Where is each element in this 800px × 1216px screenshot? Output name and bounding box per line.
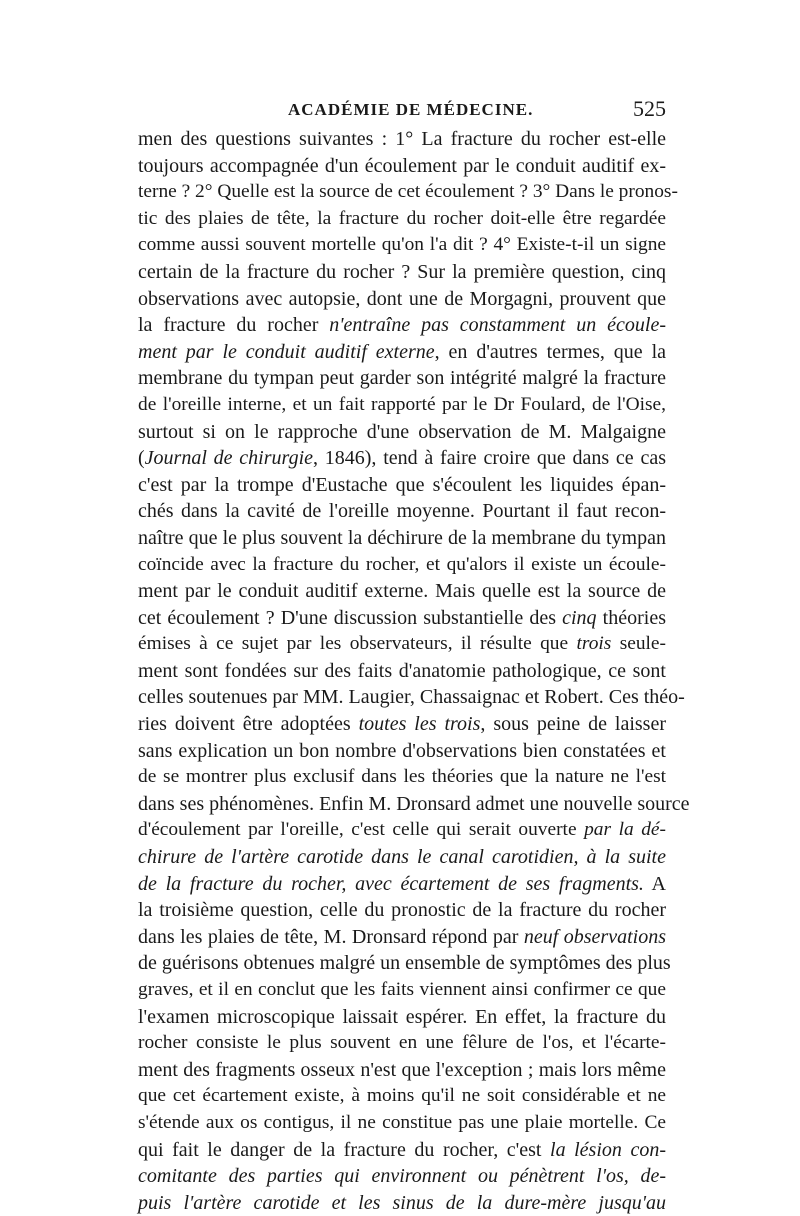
text-line: tic des plaies de tête, la fracture du rocher doit-elle être regardée (138, 207, 666, 229)
italic-phrase: la lésion con- (550, 1138, 666, 1161)
italic-phrase: n'entraîne pas constamment un écoule- (329, 314, 666, 337)
text-line: l'examen microscopique laissait espérer. En effet, la fracture du (138, 1005, 666, 1028)
text-line: (Journal de chirurgie, 1846), tend à faire croire que dans ce cas (138, 447, 666, 470)
text-line: men des questions suivantes : 1° La fracture du rocher est-elle (138, 128, 666, 150)
italic-phrase: puis l'artère carotide et les sinus de la dure-mère jusqu'au (138, 1191, 666, 1214)
text-line: rocher consiste le plus souvent en une fêlure de l'os, et l'écarte- (138, 1032, 666, 1054)
body-text (138, 126, 690, 1216)
text-line: chés dans la cavité de l'oreille moyenne. Pourtant il faut recon- (138, 500, 666, 523)
text-line (138, 1190, 666, 1216)
text-line: dans les plaies de tête, M. Dronsard répond par neuf observations (138, 925, 666, 948)
text-line: cet écoulement ? D'une discussion substantielle des cinq théories (138, 606, 666, 629)
text-line: membrane du tympan peut garder son intégrité malgré la fracture (138, 367, 666, 390)
text-line: de la fracture du rocher, avec écartement de ses fragments. A (138, 872, 666, 895)
italic-phrase: Journal de chirurgie (144, 447, 313, 470)
text-line: ment des fragments osseux n'est que l'exception ; mais lors même (138, 1058, 666, 1081)
text-line: de guérisons obtenues malgré un ensemble de symptômes des plus (138, 952, 671, 975)
text-line: graves, et il en conclut que les faits viennent ainsi confirmer ce que (138, 979, 666, 1000)
text-line: de se montrer plus exclusif dans les théories que la nature ne l'est (138, 766, 666, 788)
running-head: ACADÉMIE DE MÉDECINE. (288, 100, 534, 119)
italic-phrase: chirure de l'artère carotide dans le canal carotidien, à la suite (138, 846, 666, 869)
text-line: la troisième question, celle du pronostic de la fracture du rocher (138, 899, 666, 922)
text-line: observations avec autopsie, dont une de Morgagni, prouvent que (138, 287, 666, 310)
text-line: s'étende aux os contigus, il ne constitue pas une plaie mortelle. Ce (138, 1111, 666, 1133)
text-line: toujours accompagnée d'un écoulement par le conduit auditif ex- (138, 154, 666, 177)
italic-phrase: toutes les trois (358, 713, 481, 736)
page-header (138, 96, 666, 126)
text-line: qui fait le danger de la fracture du rocher, c'est la lésion con- (138, 1138, 666, 1161)
text-line: comme aussi souvent mortelle qu'on l'a dit ? 4° Existe-t-il un signe (138, 234, 666, 256)
text-line: coïncide avec la fracture du rocher, et qu'alors il existe un écoule- (138, 553, 666, 575)
text-line: surtout si on le rapproche d'une observation de M. Malgaigne (138, 420, 666, 443)
text-line: ment par le conduit auditif externe. Mais quelle est la source de (138, 580, 666, 603)
text-line: que cet écartement existe, à moins qu'il ne soit considérable et ne (138, 1085, 666, 1107)
text-line: ment sont fondées sur des faits d'anatomie pathologique, ce sont (138, 659, 666, 682)
text-line: de l'oreille interne, et un fait rapporté par le Dr Foulard, de l'Oise, (138, 393, 666, 415)
page-number: 525 (633, 96, 666, 121)
text-line (138, 844, 666, 871)
text-line: la fracture du rocher n'entraîne pas constamment un écoule- (138, 314, 666, 337)
text-line: dans ses phénomènes. Enfin M. Dronsard admet une nouvelle source (138, 792, 690, 815)
text-line: d'écoulement par l'oreille, c'est celle qui serait ouverte par la dé- (138, 819, 666, 841)
text-line (138, 1163, 666, 1190)
italic-phrase: comitante des parties qui environnent ou pénètrent l'os, de- (138, 1165, 666, 1188)
italic-phrase: ment par le conduit auditif externe (138, 340, 435, 363)
text-line: sans explication un bon nombre d'observations bien constatées et (138, 739, 666, 762)
text-line: c'est par la trompe d'Eustache que s'écoulent les liquides épan- (138, 473, 666, 496)
italic-phrase: cinq (562, 606, 597, 629)
text-line: celles soutenues par MM. Laugier, Chassaignac et Robert. Ces théo- (138, 686, 685, 709)
italic-phrase: trois (576, 633, 612, 655)
text-line: ment par le conduit auditif externe, en d'autres termes, que la (138, 340, 666, 363)
italic-phrase: neuf observations (523, 925, 666, 948)
text-line: émises à ce sujet par les observateurs, il résulte que trois seule- (138, 633, 666, 655)
italic-phrase: de la fracture du rocher, avec écartement de ses fragments. (138, 872, 644, 895)
text-line: certain de la fracture du rocher ? Sur la première question, cinq (138, 260, 666, 283)
italic-phrase: par la dé- (584, 819, 666, 841)
text-line: naître que le plus souvent la déchirure de la membrane du tympan (138, 526, 666, 549)
text-line: terne ? 2° Quelle est la source de cet écoulement ? 3° Dans le pronos- (138, 181, 678, 203)
text-line: ries doivent être adoptées toutes les trois, sous peine de laisser (138, 713, 666, 736)
